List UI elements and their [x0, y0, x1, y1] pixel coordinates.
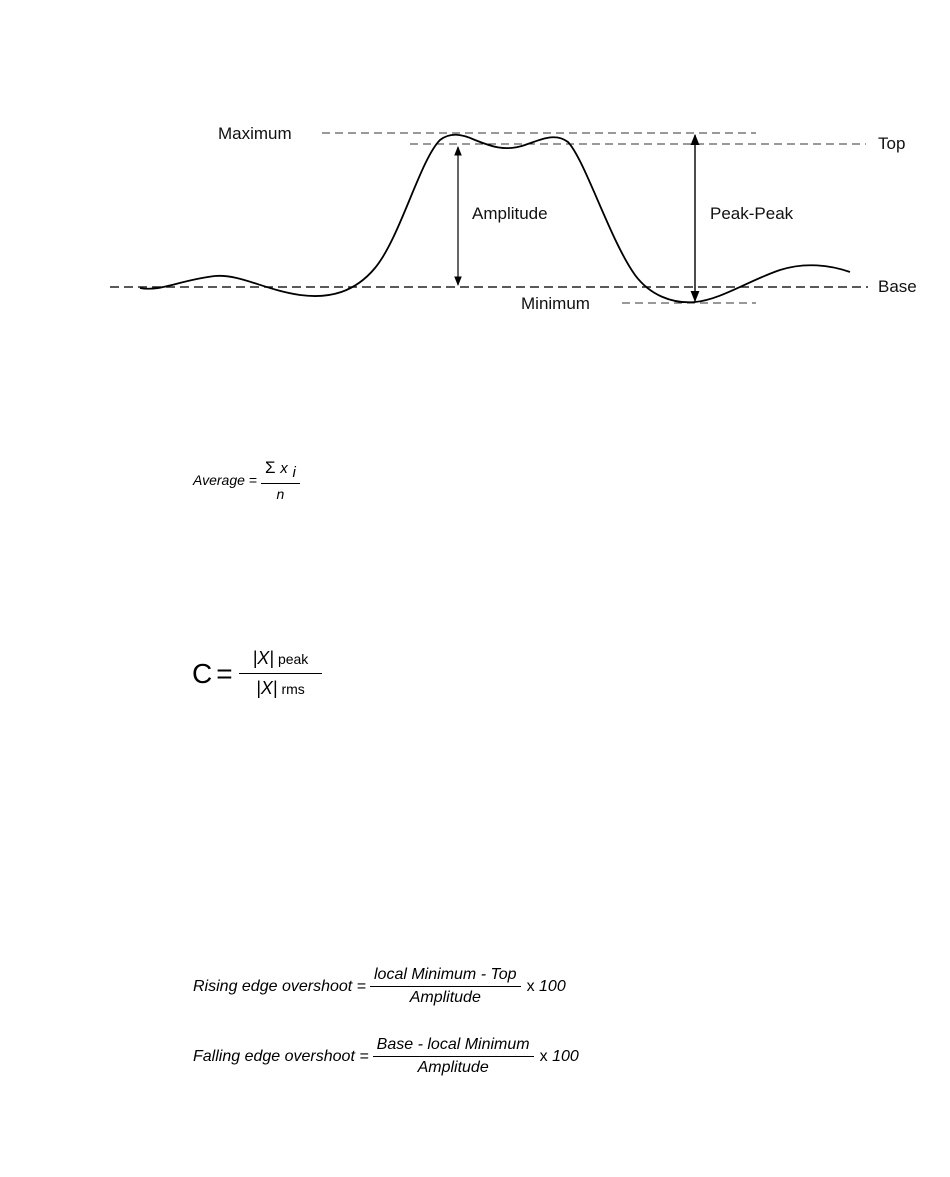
rising-denominator: Amplitude	[409, 989, 481, 1006]
rising-overshoot-formula	[193, 966, 566, 1007]
waveform-diagram	[0, 0, 950, 340]
rising-factor: 100	[539, 977, 566, 995]
base-label: Base	[878, 277, 917, 296]
falling-times-sign: x	[539, 1047, 548, 1065]
average-formula	[193, 458, 304, 502]
average-denominator: n	[276, 486, 285, 503]
falling-numerator: Base - local Minimum	[373, 1036, 534, 1057]
crest-factor-formula	[192, 648, 326, 699]
rising-lhs: Rising edge overshoot =	[193, 977, 366, 995]
crest-denominator-abs: |X|	[256, 678, 278, 698]
falling-fraction	[373, 1036, 534, 1077]
average-lhs: Average =	[193, 472, 257, 489]
crest-numerator	[239, 648, 323, 674]
rising-numerator: local Minimum - Top	[370, 966, 521, 987]
crest-denominator	[242, 674, 319, 699]
average-sub: i	[292, 464, 296, 482]
rising-fraction	[370, 966, 521, 1007]
rising-times	[527, 978, 566, 996]
crest-denominator-sub: rms	[281, 681, 305, 697]
falling-lhs: Falling edge overshoot =	[193, 1047, 369, 1065]
crest-equals: =	[216, 657, 233, 689]
crest-lhs: C	[192, 657, 213, 689]
falling-times	[540, 1048, 579, 1066]
crest-numerator-sub: peak	[277, 651, 309, 667]
sigma-symbol: Σ	[264, 458, 276, 477]
falling-factor: 100	[552, 1047, 579, 1065]
amplitude-label: Amplitude	[472, 204, 548, 223]
peak-peak-label: Peak-Peak	[710, 204, 794, 223]
maximum-label: Maximum	[218, 124, 292, 143]
falling-denominator: Amplitude	[417, 1059, 489, 1076]
minimum-label: Minimum	[521, 294, 590, 313]
average-fraction	[261, 458, 300, 502]
top-label: Top	[878, 134, 906, 153]
falling-overshoot-formula	[193, 1036, 579, 1077]
rising-times-sign: x	[526, 977, 535, 995]
average-numerator	[261, 458, 300, 484]
average-var: x	[280, 460, 288, 477]
crest-numerator-abs: |X|	[252, 648, 274, 668]
crest-fraction	[239, 648, 323, 699]
